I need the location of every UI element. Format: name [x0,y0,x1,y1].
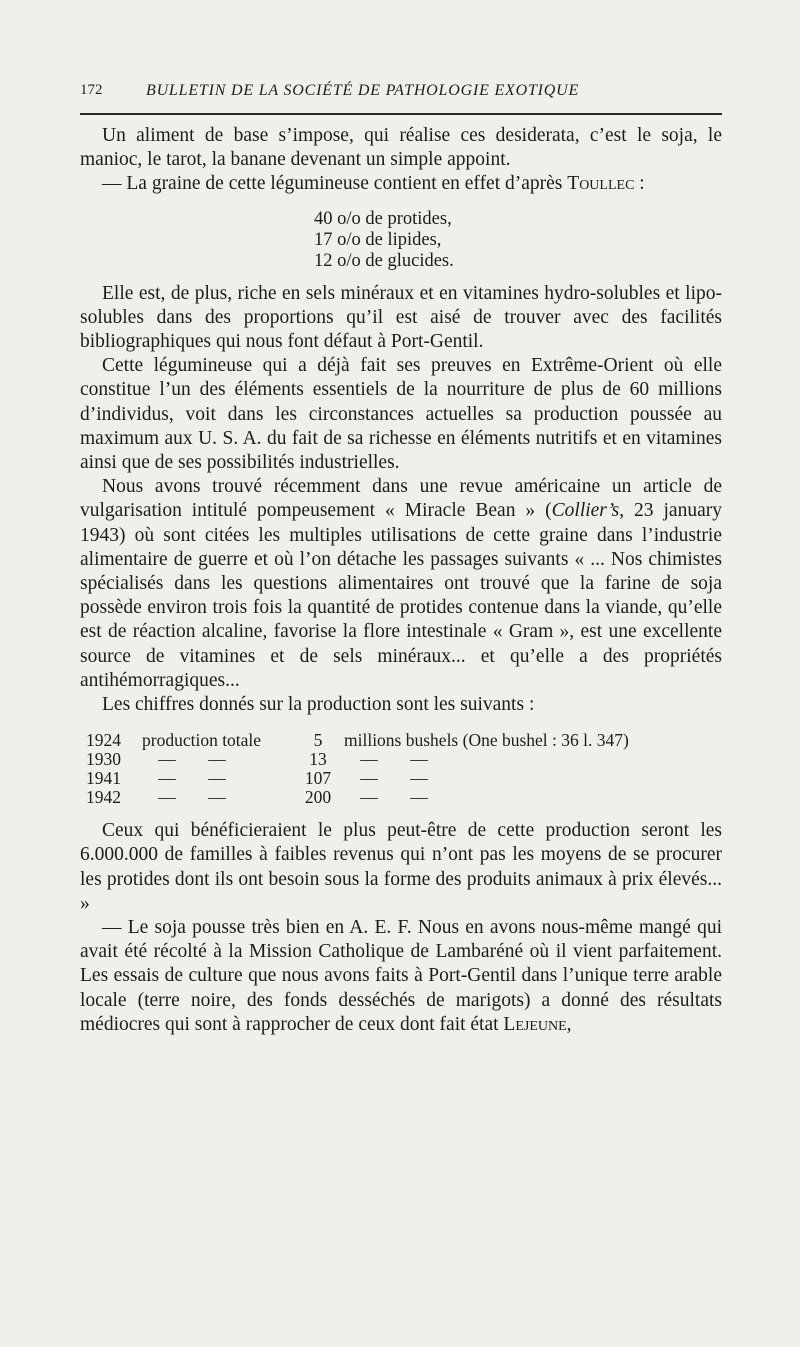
value-cell: 13 [309,749,327,770]
unit-cell [344,788,629,807]
paragraph-7: Ceux qui bénéficieraient le plus peut-être de cette production seront les 6.000.000 de familles à faibles revenus qui n’ont pas les moyens de se procurer les protides dont ils ont besoin sous la forme des produits animaux à prix élevés... » [80,820,722,914]
table-row [86,788,629,807]
value-cell: 107 [304,768,332,789]
composition-lipides: 17 o/o de lipides, [314,229,442,250]
paragraph-8 [80,916,722,1037]
page-number: 172 [80,82,103,98]
paragraph-1: Un aliment de base s’impose, qui réalise ces desiderata, c’est le soja, le manioc, le tarot, la banane devenant un simple appoint. [80,125,722,171]
ditto-mark: — [410,787,428,808]
ditto-mark: — [360,787,378,808]
unit-cell [344,750,629,769]
paragraph-6: Les chiffres donnés sur la production sont les suivants : [102,694,535,716]
label-cell [142,769,292,788]
year-cell: 1942 [86,787,121,808]
ditto-mark: — [360,768,378,789]
composition-list [80,209,722,272]
paragraph-8-text: — Le soja pousse très bien en A. E. F. Nous en avons nous-même mangé qui avait été récolté à la Mission Catholique de Lambaréné où il vient parfaitement. Les essais de culture que nous avons faits à Port-Gentil dans l’unique terre arable locale (terre noire, des fonds desséchés de marigots) a donné des résultats médiocres qui sont à rapprocher de ceux dont fait état [80,917,722,1035]
ditto-mark: — [158,787,176,808]
table-row [86,750,629,769]
ditto-mark: — [158,768,176,789]
paragraph-3: Elle est, de plus, riche en sels minéraux et en vitamines hydro-solubles et lipo-solubles dans des proportions qu’il est aisé de trouver avec des facilités bibliographiques qui nous font défaut à Port-Gentil. [80,282,722,353]
paragraph-2-text: — La graine de cette légumineuse contient en effet d’après [102,173,563,195]
header-rule [80,113,722,115]
table-row [86,731,629,750]
paragraph-4: Cette légumineuse qui a déjà fait ses preuves en Extrême-Orient où elle constitue l’un des éléments essentiels de la nourriture de plus de 60 millions d’individus, voit dans les circonstances actuelles sa production poussée au maximum aux U. S. A. du fait de sa richesse en éléments nutritifs et en vitamines ainsi que de ses possibilités industrielles. [80,355,722,474]
ditto-mark: — [208,749,226,770]
running-header [80,82,722,104]
year-cell: 1930 [86,749,121,770]
ditto-mark: — [208,768,226,789]
paragraph-5 [80,475,722,693]
paragraph-2 [80,172,722,196]
paragraph-5-b: , 23 january 1943) où sont citées les multiples utilisations de cette graine dans l’industrie alimentaire de guerre et où l’on détache les passages suivants « ... Nos chimistes spécialisés dans les questions alimentaires ont trouvé que la farine de soja possède environ trois fois la quantité de protides contenue dans la viande, qu’elle est de réaction alcaline, favorise la flore intestinale « Gram », est une excellente source de vitamines et de sels minéraux... et qu’elle a des propriétés antihémorragiques... [80,500,722,691]
ditto-mark: — [158,749,176,770]
author-lejeune: Lejeune [503,1013,567,1035]
ditto-mark: — [360,749,378,770]
label-cell [142,750,292,769]
year-cell: 1941 [86,768,121,789]
ditto-mark: — [208,787,226,808]
spacer [80,807,722,819]
value-cell: 200 [304,787,332,808]
production-table [86,731,629,807]
running-title: BULLETIN DE LA SOCIÉTÉ DE PATHOLOGIE EXOTIQUE [146,82,580,99]
ditto-mark: — [410,768,428,789]
paragraph-5-a: Nous avons trouvé récemment dans une revue américaine un article de vulgarisation intitulé pompeusement « Miracle Bean » ( [80,476,722,522]
body-text [80,124,722,1037]
ditto-mark: — [410,749,428,770]
label-cell: production totale [142,730,262,751]
paragraph-5-italic: Collier’s [551,500,620,522]
composition-protides: 40 o/o de protides, [314,208,452,229]
table-row [86,769,629,788]
author-toullec: Toullec [567,173,635,195]
paragraph-2-end: : [634,173,645,195]
composition-glucides: 12 o/o de glucides. [314,250,454,271]
unit-cell [344,769,629,788]
paragraph-8-end: , [566,1013,572,1035]
year-cell: 1924 [86,730,121,751]
value-cell: 5 [313,730,323,751]
label-cell [142,788,292,807]
unit-cell: millions bushels (One bushel : 36 l. 347) [344,730,629,751]
